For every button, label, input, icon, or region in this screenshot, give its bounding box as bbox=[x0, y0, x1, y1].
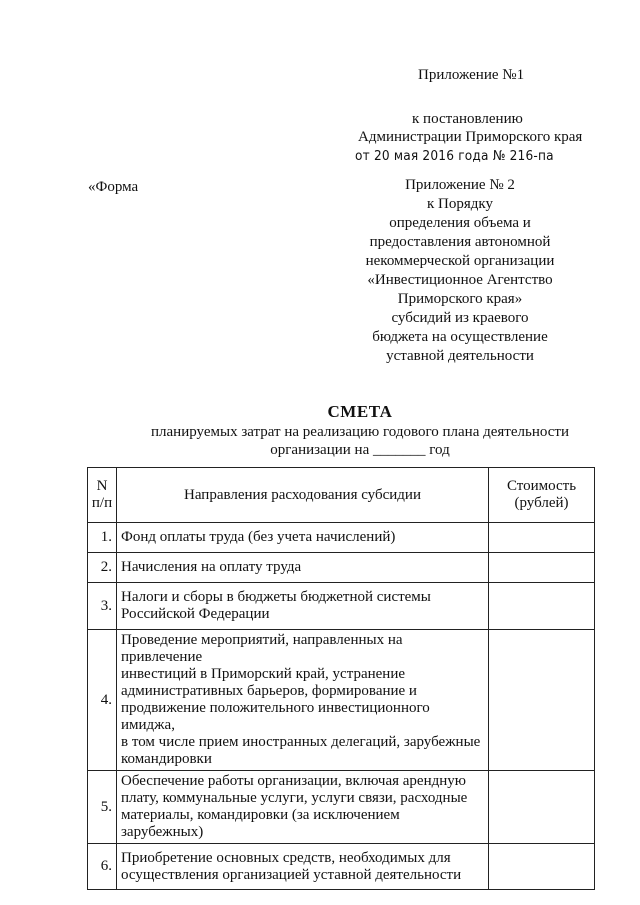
row-description bbox=[117, 844, 489, 890]
header-cost-line: (рублей) bbox=[514, 495, 569, 511]
row-number: 3. bbox=[88, 583, 117, 630]
row-number: 4. bbox=[88, 630, 117, 771]
row-cost bbox=[489, 523, 595, 553]
approval-line: Приложение № 2 bbox=[405, 177, 515, 193]
row-description-line: плату, коммунальные услуги, услуги связи, расходные bbox=[121, 790, 468, 806]
approval-line: некоммерческой организации bbox=[365, 253, 555, 269]
table-row bbox=[88, 844, 595, 890]
row-description-line: Начисления на оплату труда bbox=[121, 559, 302, 575]
approval-line: предоставления автономной bbox=[369, 234, 551, 250]
form-label: «Форма bbox=[88, 179, 139, 195]
budget-table bbox=[87, 467, 595, 890]
header-line-resolution: к постановлению bbox=[412, 111, 523, 127]
approval-block bbox=[330, 176, 590, 366]
header-number-line: п/п bbox=[91, 495, 113, 511]
row-cost bbox=[489, 844, 595, 890]
row-cost bbox=[489, 583, 595, 630]
row-description-line: Проведение мероприятий, направленных на привлечение bbox=[121, 632, 403, 665]
row-description-line: Фонд оплаты труда (без учета начислений) bbox=[121, 529, 396, 545]
appendix-title: Приложение №1 bbox=[418, 67, 525, 83]
approval-line: уставной деятельности bbox=[386, 348, 534, 364]
approval-line: бюджета на осуществление bbox=[372, 329, 548, 345]
table-row bbox=[88, 771, 595, 844]
approval-line: к Порядку bbox=[427, 196, 493, 212]
row-description-line: материалы, командировки (за исключением зарубежных) bbox=[121, 807, 400, 840]
row-description bbox=[117, 553, 489, 583]
row-number: 6. bbox=[88, 844, 117, 890]
row-description-line: в том числе прием иностранных делегаций, зарубежные bbox=[121, 734, 481, 750]
header-description: Направления расходования субсидии bbox=[117, 468, 489, 523]
document-subtitle: планируемых затрат на реализацию годового плана деятельности bbox=[151, 424, 569, 440]
row-number: 1. bbox=[88, 523, 117, 553]
header-cost-line: Стоимость bbox=[506, 478, 577, 494]
document-subtitle-year: организации на _______ год bbox=[270, 442, 450, 458]
row-description bbox=[117, 771, 489, 844]
row-description bbox=[117, 583, 489, 630]
row-number: 5. bbox=[88, 771, 117, 844]
row-description bbox=[117, 630, 489, 771]
row-number: 2. bbox=[88, 553, 117, 583]
row-description-line: Российской Федерации bbox=[121, 606, 270, 622]
header-number-line: N bbox=[96, 478, 108, 494]
table-row bbox=[88, 583, 595, 630]
approval-line: «Инвестиционное Агентство bbox=[367, 272, 553, 288]
header-number bbox=[88, 468, 117, 523]
row-cost bbox=[489, 630, 595, 771]
row-description-line: командировки bbox=[121, 751, 212, 767]
header-cost bbox=[489, 468, 595, 523]
row-description-line: осуществления организацией уставной деятельности bbox=[121, 866, 462, 883]
row-description bbox=[117, 523, 489, 553]
table-row bbox=[88, 523, 595, 553]
row-description-line: инвестиций в Приморский край, устранение bbox=[121, 666, 406, 682]
row-cost bbox=[489, 771, 595, 844]
row-description-line: продвижение положительного инвестиционного имиджа, bbox=[121, 700, 430, 733]
row-cost bbox=[489, 553, 595, 583]
table-header-row bbox=[88, 468, 595, 523]
approval-line: Приморского края» bbox=[397, 291, 523, 307]
row-description-line: Налоги и сборы в бюджеты бюджетной системы bbox=[121, 589, 431, 605]
approval-line: субсидий из краевого bbox=[391, 310, 529, 326]
row-description-line: Приобретение основных средств, необходимых для bbox=[121, 849, 451, 866]
table-row bbox=[88, 553, 595, 583]
approval-line: определения объема и bbox=[389, 215, 531, 231]
resolution-date-stamp: от 20 мая 2016 года № 216-па bbox=[355, 148, 554, 164]
row-description-line: административных барьеров, формирование и bbox=[121, 683, 417, 699]
document-title: СМЕТА bbox=[327, 402, 393, 421]
row-description-line: Обеспечение работы организации, включая арендную bbox=[121, 773, 466, 789]
header-line-administration: Администрации Приморского края bbox=[358, 129, 583, 145]
table-row bbox=[88, 630, 595, 771]
